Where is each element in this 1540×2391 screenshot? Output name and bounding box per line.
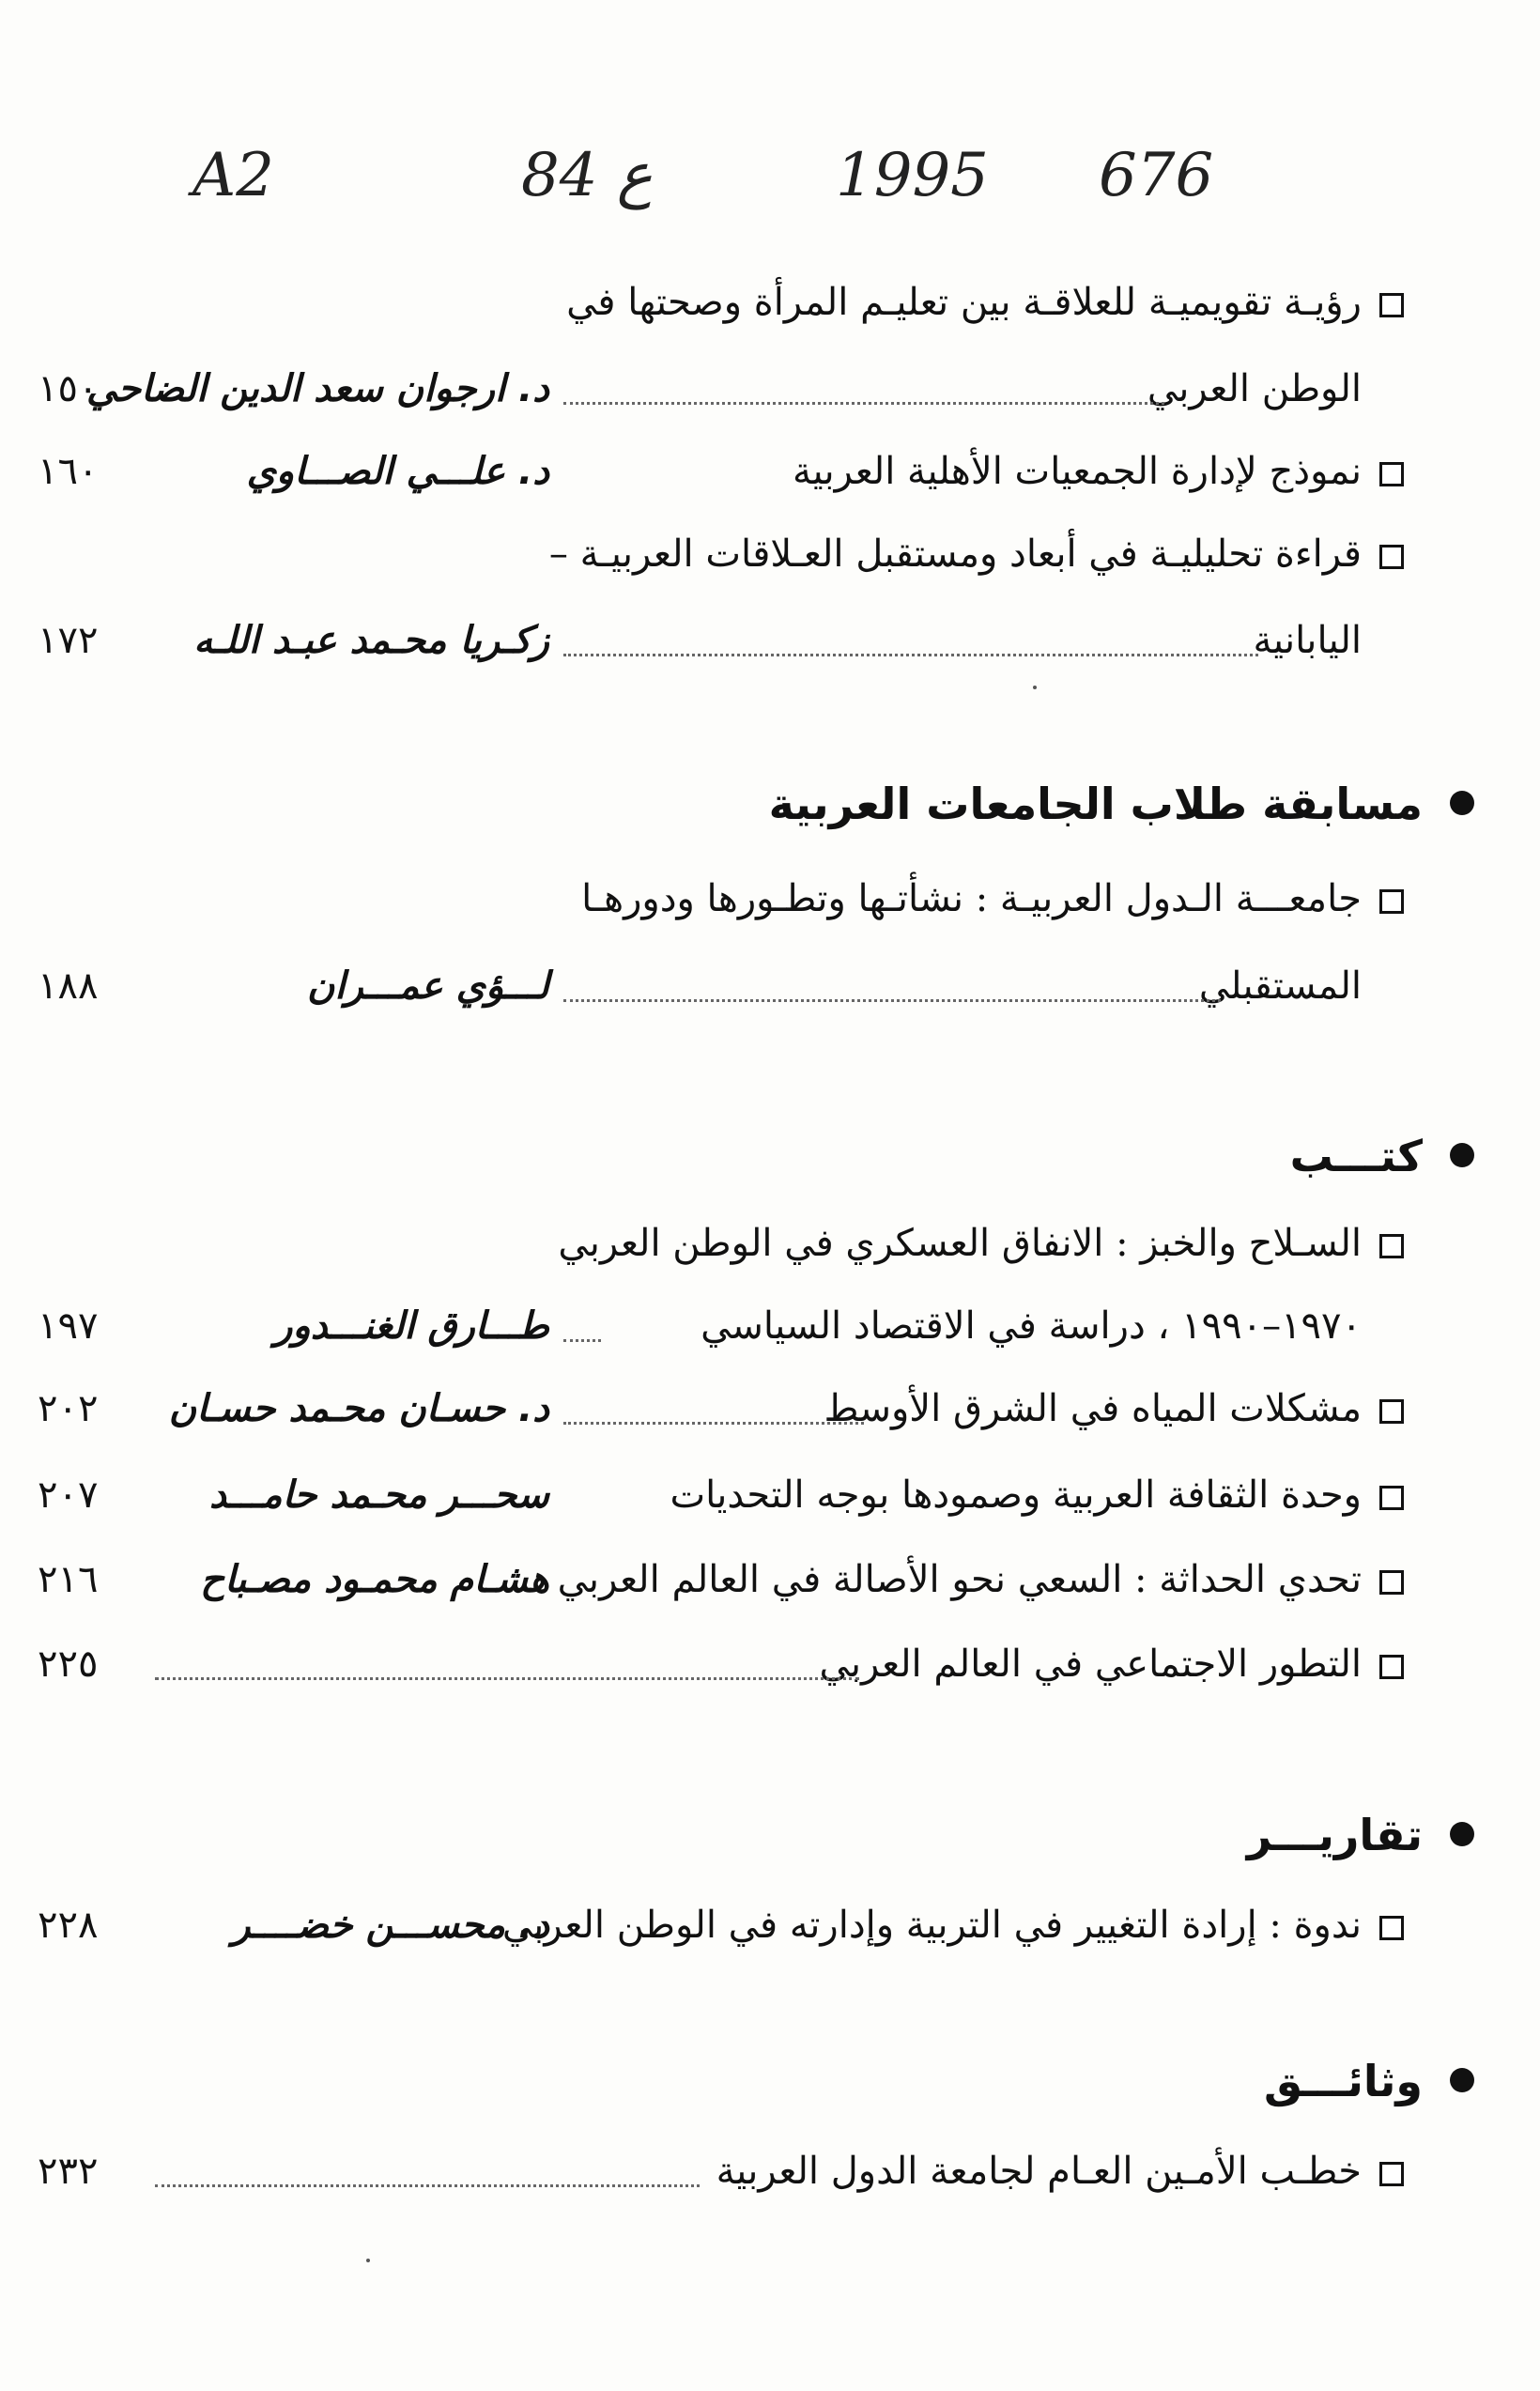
dot-leader: [563, 999, 1221, 1002]
toc-entry: [0, 2141, 1540, 2207]
toc-entry-continued: [0, 1296, 1540, 1362]
entry-title: السـلاح والخبز : الانفاق العسكري في الوطن العربي: [558, 1222, 1362, 1265]
checkbox-icon: [1379, 1234, 1404, 1258]
bullet-icon: [1450, 791, 1474, 815]
checkbox-icon: [1379, 545, 1404, 569]
toc-entry: [0, 441, 1540, 507]
entry-title-cont: المستقبلي: [1198, 964, 1362, 1008]
scan-speck: [1033, 686, 1037, 689]
entry-title-cont: ١٩٧٠–١٩٩٠ ، دراسة في الاقتصاد السياسي: [701, 1304, 1362, 1348]
toc-entry: [0, 1550, 1540, 1615]
toc-entry: [0, 1895, 1540, 1961]
section-heading-books: [0, 1122, 1540, 1197]
entry-title: جامعـــة الـدول العربيـة : نشأتـها وتطـورها ودورهـا: [581, 877, 1362, 920]
toc-entry: [0, 272, 1540, 338]
entry-title: رؤيـة تقويميـة للعلاقـة بين تعليـم المرأة وصحتها في: [566, 281, 1362, 324]
entry-title-cont: اليابانية: [1253, 619, 1362, 662]
checkbox-icon: [1379, 462, 1404, 486]
entry-page: ٢٠٧: [38, 1473, 99, 1517]
checkbox-icon: [1379, 1486, 1404, 1510]
checkbox-icon: [1379, 1655, 1404, 1679]
entry-author: د. علـــي الصـــاوي: [246, 450, 549, 493]
entry-page: ١٩٧: [38, 1304, 99, 1348]
toc-entry: [0, 1465, 1540, 1531]
entry-page: ١٦٠: [38, 450, 99, 493]
handwritten-code: A2: [192, 141, 274, 210]
entry-author: د. ارجوان سعد الدين الضاحي: [86, 367, 549, 410]
section-title: مسابقة طلاب الجامعات العربية: [768, 779, 1423, 829]
entry-title: قراءة تحليليـة في أبعاد ومستقبل العـلاقات العربيـة –: [548, 532, 1362, 576]
entry-page: ٢٢٥: [38, 1643, 99, 1686]
toc-entry-continued: [0, 610, 1540, 676]
dot-leader: [563, 1339, 601, 1342]
entry-author: د. حسـان محـمد حسـان: [168, 1387, 549, 1430]
entry-page: ١٧٢: [38, 619, 99, 662]
entry-author: د. محســـن خضــــر: [232, 1904, 549, 1947]
section-title: كتـــب: [1289, 1131, 1423, 1181]
toc-entry: [0, 524, 1540, 590]
section-title: تقاريـــر: [1246, 1810, 1423, 1860]
entry-page: ١٥٠: [38, 367, 99, 410]
entry-author: هشـام محمـود مصـباح: [200, 1558, 549, 1601]
checkbox-icon: [1379, 293, 1404, 317]
checkbox-icon: [1379, 1399, 1404, 1424]
entry-title: ندوة : إرادة التغيير في التربية وإدارته في الوطن العربي: [501, 1904, 1362, 1947]
entry-title: نموذج لإدارة الجمعيات الأهلية العربية: [793, 450, 1362, 493]
section-heading-reports: [0, 1801, 1540, 1876]
entry-title: خطـب الأمـين العـام لجامعة الدول العربية: [716, 2150, 1362, 2193]
entry-page: ٢٢٨: [38, 1904, 99, 1947]
entry-author: زكـريا محـمد عبـد اللـه: [193, 619, 549, 662]
bullet-icon: [1450, 2068, 1474, 2092]
handwritten-year: 1995: [836, 141, 989, 210]
checkbox-icon: [1379, 1916, 1404, 1940]
entry-title: التطور الاجتماعي في العالم العربي: [819, 1643, 1362, 1686]
entry-author: طـــارق الغنـــدور: [274, 1304, 549, 1348]
checkbox-icon: [1379, 1570, 1404, 1595]
entry-page: ٢٠٢: [38, 1387, 99, 1430]
bullet-icon: [1450, 1143, 1474, 1167]
dot-leader: [563, 402, 1164, 405]
toc-entry: [0, 1379, 1540, 1444]
entry-title: تحدي الحداثة : السعي نحو الأصالة في العالم العربي: [557, 1558, 1362, 1601]
entry-page: ٢١٦: [38, 1558, 99, 1601]
section-title: وثائـــق: [1263, 2056, 1423, 2106]
dot-leader: [563, 654, 1258, 656]
toc-entry-continued: [0, 359, 1540, 424]
bullet-icon: [1450, 1822, 1474, 1846]
toc-entry: [0, 1634, 1540, 1700]
handwritten-issue: 84 ع: [521, 141, 653, 210]
dot-leader: [155, 1677, 859, 1680]
toc-entry: [0, 1213, 1540, 1279]
scan-speck: [366, 2259, 370, 2262]
toc-entry-continued: [0, 956, 1540, 1022]
section-heading-competition: [0, 770, 1540, 845]
checkbox-icon: [1379, 2162, 1404, 2186]
checkbox-icon: [1379, 889, 1404, 914]
entry-author: سحـــر محـمد حامـــد: [209, 1473, 549, 1517]
entry-page: ١٨٨: [38, 964, 99, 1008]
section-heading-documents: [0, 2047, 1540, 2122]
entry-author: لـــؤي عمـــران: [307, 964, 549, 1008]
dot-leader: [563, 1422, 864, 1425]
entry-title: وحدة الثقافة العربية وصمودها بوجه التحديات: [670, 1473, 1362, 1517]
handwritten-number: 676: [1099, 141, 1214, 210]
dot-leader: [155, 2184, 700, 2187]
entry-title: مشكلات المياه في الشرق الأوسط: [824, 1387, 1362, 1430]
entry-title-cont: الوطن العربي: [1147, 367, 1362, 410]
toc-entry: [0, 869, 1540, 934]
entry-page: ٢٣٢: [38, 2150, 99, 2193]
